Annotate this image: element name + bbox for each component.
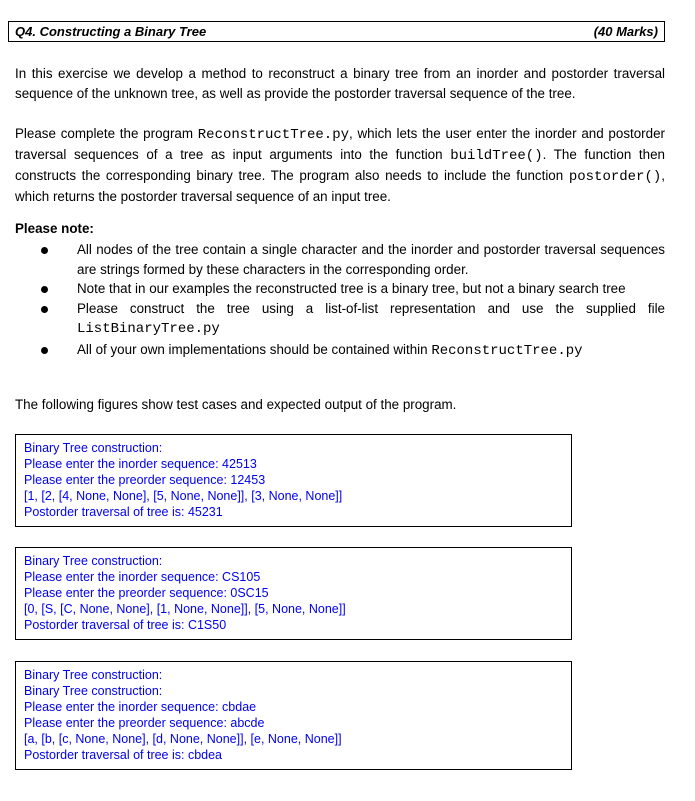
question-title: Q4. Constructing a Binary Tree (15, 24, 207, 39)
filename-reconstruct-tree: ReconstructTree.py (197, 127, 350, 143)
console-line: [a, [b, [c, None, None], [d, None, None]], [e, None, None]] (24, 732, 342, 746)
console-line: Binary Tree construction: (24, 441, 163, 455)
console-line: Postorder traversal of tree is: cbdea (24, 748, 223, 762)
console-line: Binary Tree construction: (24, 684, 163, 698)
bullet-icon (41, 247, 48, 254)
console-line: Please enter the preorder sequence: abcde (24, 716, 265, 730)
bullet-icon (41, 286, 48, 293)
question-marks: (40 Marks) (593, 24, 658, 39)
console-line: Binary Tree construction: (24, 554, 163, 568)
test-case-output-2 (15, 547, 572, 640)
console-line: Please enter the preorder sequence: 0SC15 (24, 586, 269, 600)
figures-intro: The following figures show test cases and expected output of the program. (15, 397, 457, 412)
list-item: All of your own implementations should be contained within ReconstructTree.py (15, 340, 665, 362)
notes-heading: Please note: (15, 221, 94, 236)
bullet-icon (41, 306, 48, 313)
console-line: Binary Tree construction: (24, 668, 163, 682)
test-case-output-1 (15, 434, 572, 527)
notes-list (15, 240, 665, 361)
bullet-icon (41, 347, 48, 354)
console-line: Please enter the inorder sequence: cbdae (24, 700, 257, 714)
test-case-output-3 (15, 661, 572, 770)
filename-reconstruct-tree: ReconstructTree.py (431, 342, 583, 359)
filename-list-binary-tree: ListBinaryTree.py (77, 321, 220, 337)
list-item: Please construct the tree using a list-of-list representation and use the supplied file ListBinaryTree.py (15, 299, 665, 340)
function-buildtree: buildTree() (450, 148, 543, 164)
console-line: Please enter the inorder sequence: 42513 (24, 457, 257, 471)
list-item: All nodes of the tree contain a single character and the inorder and postorder traversal sequences are strings formed by these characters in the corresponding order. (15, 240, 665, 279)
console-line: [1, [2, [4, None, None], [5, None, None]], [3, None, None]] (24, 489, 343, 503)
list-item: Note that in our examples the reconstructed tree is a binary tree, but not a binary search tree (15, 279, 665, 299)
question-header (8, 21, 665, 42)
console-line: Postorder traversal of tree is: C1S50 (24, 618, 227, 632)
intro-paragraph-1: In this exercise we develop a method to reconstruct a binary tree from an inorder and postorder traversal sequence of the unknown tree, as well as provide the postorder traversal sequence of the tree. (15, 66, 665, 101)
console-line: Please enter the inorder sequence: CS105 (24, 570, 261, 584)
intro-paragraph-2: Please complete the program ReconstructTree.py, which lets the user enter the inorder and postorder traversal sequences of a tree as input arguments into the function buildTree(). The function then constructs the corresponding binary tree. The program also needs to include the function postorder(), which returns the postorder traversal sequence of an input tree. (15, 126, 665, 204)
console-line: Postorder traversal of tree is: 45231 (24, 505, 223, 519)
console-line: Please enter the preorder sequence: 12453 (24, 473, 266, 487)
console-line: [0, [S, [C, None, None], [1, None, None]], [5, None, None]] (24, 602, 346, 616)
function-postorder: postorder() (568, 169, 662, 185)
